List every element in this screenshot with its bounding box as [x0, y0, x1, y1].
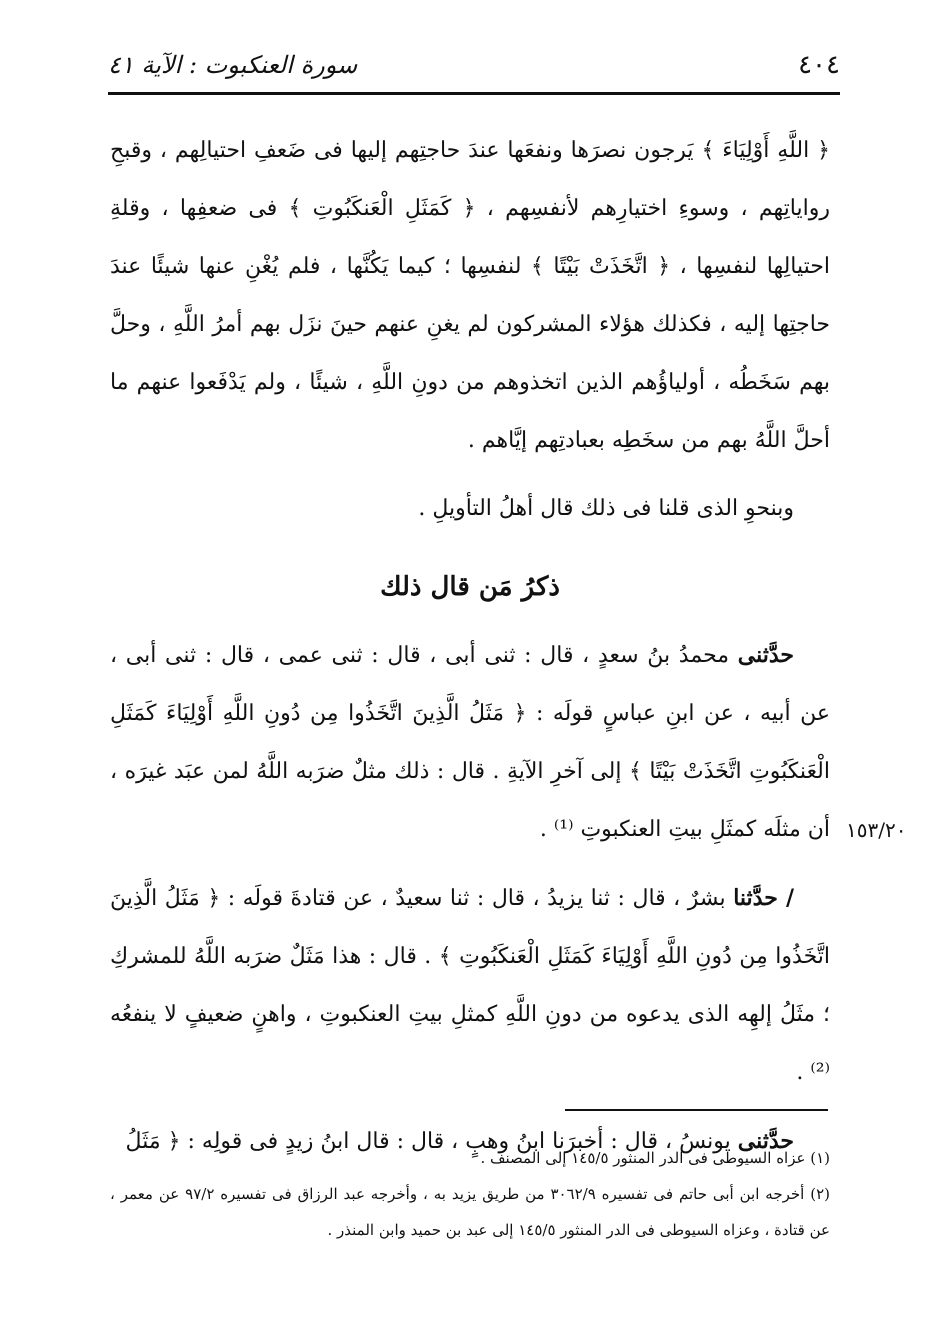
narration-marker: حدَّثنى	[737, 642, 795, 668]
paragraph-3-text: محمدُ بنُ سعدٍ ، قال : ثنى أبى ، قال : ثنى عمى ، قال : ثنى أبى ، عن أبيه ، عن ابنِ عباسٍ قولَه : ﴿ مَثَلُ الَّذِينَ اتَّخَذُوا مِن دُونِ اللَّهِ أَوْلِيَاءَ كَمَثَلِ الْعَنكَبُوتِ اتَّخَذَتْ بَيْتًا ﴾ إلى آخرِ الآيةِ . قال : ذلك مثلٌ ضرَبه اللَّهُ لمن عبَد غيرَه ، أن مثلَه كمثَلِ بيتِ العنكبوتِ ⁽¹⁾ .	[110, 643, 830, 842]
margin-reference: ١٥٣/٢٠	[846, 818, 907, 842]
footnote-rule	[565, 1109, 828, 1111]
paragraph-4	[110, 869, 830, 1102]
paragraph-5-text: يونسُ ، قال : أخبرَنا ابنُ وهبٍ ، قال : قال ابنُ زيدٍ فى قولِه : ﴿ مَثَلُ	[125, 1129, 731, 1154]
running-title: سورة العنكبوت : الآية ٤١	[108, 51, 358, 79]
paragraph-2: وبنحوِ الذى قلنا فى ذلك قال أهلُ التأويلِ .	[418, 496, 794, 521]
main-text	[110, 122, 830, 1171]
footnotes	[110, 1140, 830, 1248]
narration-marker: / حدَّثنا	[733, 885, 795, 911]
narration-marker: حدَّثنى	[737, 1128, 794, 1154]
section-heading: ذكرُ مَن قال ذلك	[380, 572, 560, 602]
page-number: ٤٠٤	[798, 50, 840, 80]
footnote-1: (١) عزاه السيوطى فى الدر المنثور ١٤٥/٥ إلى المصنف .	[480, 1149, 830, 1167]
header-rule	[108, 92, 840, 95]
paragraph-4-text: بشرٌ ، قال : ثنا يزيدُ ، قال : ثنا سعيدٌ ، عن قتادةَ قولَه : ﴿ مَثَلُ الَّذِينَ اتَّخَذُوا مِن دُونِ اللَّهِ أَوْلِيَاءَ كَمَثَلِ الْعَنكَبُوتِ ﴾ . قال : هذا مَثَلٌ ضرَبه اللَّهُ للمشركِ ؛ مثَلُ إلهِه الذى يدعوه من دونِ اللَّهِ كمثلِ بيتِ العنكبوتِ ، واهنٍ ضعيفٍ لا ينفعُه ⁽²⁾ .	[110, 886, 830, 1085]
footnote-2: (٢) أخرجه ابن أبى حاتم فى تفسيره ٣٠٦٢/٩ من طريق يزيد به ، وأخرجه عبد الرزاق فى تفسيره ٩٧/٢ عن معمر ، عن قتادة ، وعزاه السيوطى فى الدر المنثور ١٤٥/٥ إلى عبد بن حميد وابن المنذر .	[110, 1185, 831, 1239]
page-header	[108, 40, 840, 90]
paragraph-1: ﴿ اللَّهِ أَوْلِيَاءَ ﴾ يَرجون نصرَها ونفعَها عندَ حاجتِهم إليها فى ضَعفِ احتيالِهم ، وقبحِ رواياتِهم ، وسوءِ اختيارِهم لأنفسِهم ، ﴿ كَمَثَلِ الْعَنكَبُوتِ ﴾ فى ضعفِها ، وقلةِ احتيالِها لنفسِها ، ﴿ اتَّخَذَتْ بَيْتًا ﴾ لنفسِها ؛ كيما يَكُنَّها ، فلم يُغْنِ عنها شيئًا عندَ حاجتِها إليه ، فكذلك هؤلاء المشركون لم يغنِ عنهم حينَ نزَل بهم أمرُ اللَّهِ ، وحلَّ بهم سَخَطُه ، أولياؤُهم الذين اتخذوهم من دونِ اللَّهِ ، شيئًا ، ولم يَدْفَعوا عنهم ما أحلَّ اللَّهُ بهم من سخَطِه بعبادتِهم إيَّاهم .	[110, 138, 830, 453]
paragraph-3	[110, 626, 830, 859]
